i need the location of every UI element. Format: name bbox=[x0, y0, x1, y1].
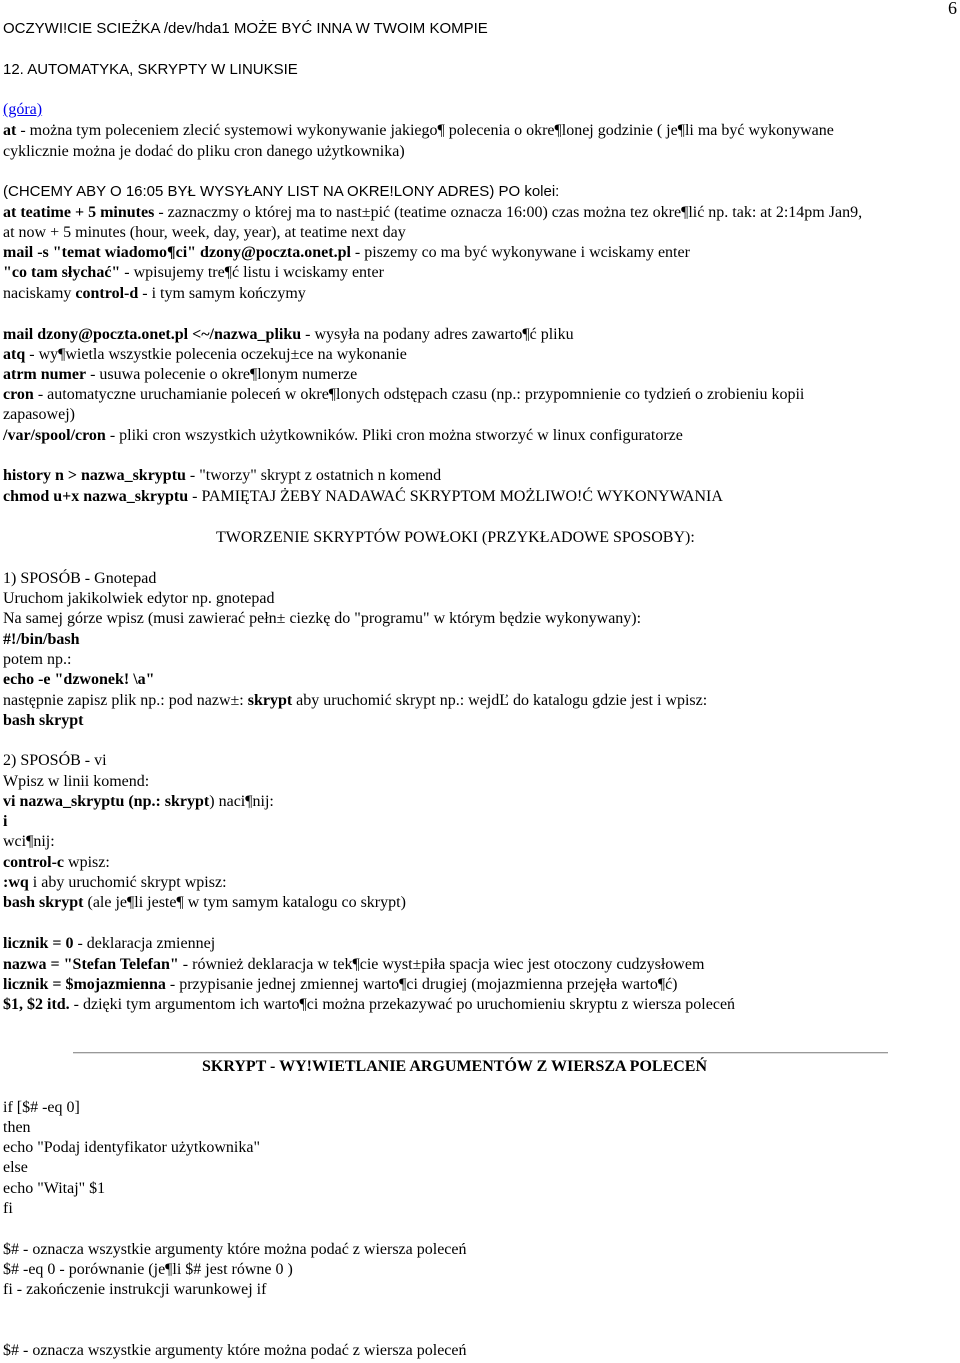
history-description: - "tworzy" skrypt z ostatnich n komend bbox=[185, 467, 442, 484]
method1-title: 1) SPOSÓB - Gnotepad bbox=[3, 570, 157, 587]
method1-save-line bbox=[3, 691, 707, 711]
at-description: - można tym poleceniem zlecić systemowi wykonywanie jakiego¶ polecenia o okre¶lonej godzinie ( je¶li ma być wykonywane bbox=[16, 122, 834, 139]
ctrlc-suffix: wpisz: bbox=[64, 854, 110, 871]
mail-subject-description: - piszemy co ma być wykonywane i wciskamy enter bbox=[350, 244, 690, 261]
wq-suffix: i aby uruchomić skrypt wpisz: bbox=[28, 874, 227, 891]
var-line-4 bbox=[3, 995, 735, 1015]
note-line: fi - zakończenie instrukcji warunkowej if bbox=[3, 1281, 267, 1298]
method1-bash: bash skrypt bbox=[3, 712, 84, 729]
code-line: else bbox=[3, 1159, 28, 1176]
note-line: $# -eq 0 - porównanie (je¶li $# jest równe 0 ) bbox=[3, 1261, 293, 1278]
mail-file-description: - wysyła na podany adres zawarto¶ć pliku bbox=[301, 326, 574, 343]
method2-i: i bbox=[3, 813, 8, 830]
cron-description: - automatyczne uruchamianie poleceń w okre¶lonych odstępach czasu (np.: przypomnienie co tydzień o zrobieniu kopii bbox=[33, 386, 805, 403]
at-intro-line2: cyklicznie można je dodać do pliku cron danego użytkownika) bbox=[3, 143, 405, 160]
scripts-heading: TWORZENIE SKRYPTÓW POWŁOKI (PRZYKŁADOWE SPOSOBY): bbox=[216, 529, 695, 546]
method1-shebang: #!/bin/bash bbox=[3, 631, 80, 648]
vi-command: vi nazwa_skryptu (np.: skrypt bbox=[3, 793, 210, 810]
method1-echo: echo -e "dzwonek! \a" bbox=[3, 671, 155, 688]
run-command: bash skrypt bbox=[3, 894, 84, 911]
spool-path: /var/spool/cron bbox=[3, 427, 106, 444]
wq-command: :wq bbox=[3, 874, 29, 891]
history-line bbox=[3, 466, 441, 486]
at-intro-line1 bbox=[3, 121, 834, 141]
save-filename: skrypt bbox=[247, 692, 293, 709]
atrm-line bbox=[3, 365, 357, 385]
script-heading: SKRYPT - WY!WIETLANIE ARGUMENTÓW Z WIERSZA POLECEŃ bbox=[202, 1058, 708, 1075]
var4-code: $1, $2 itd. bbox=[3, 996, 70, 1013]
var4-description: - dzięki tym argumentom ich warto¶ci można przekazywać po uruchomieniu skryptu z wiersza poleceń bbox=[69, 996, 736, 1013]
chmod-command: chmod u+x nazwa_skryptu bbox=[3, 488, 189, 505]
method2-run-line bbox=[3, 893, 406, 913]
run-suffix: (ale je¶li jeste¶ w tym samym katalogu co skrypt) bbox=[83, 894, 406, 911]
control-d-suffix: - i tym samym kończymy bbox=[138, 285, 306, 302]
method1-then: potem np.: bbox=[3, 651, 72, 668]
atrm-description: - usuwa polecenie o okre¶lonym numerze bbox=[86, 366, 358, 383]
var3-description: - przypisanie jednej zmiennej warto¶ci drugiej (mojazmienna przejęła warto¶ć) bbox=[165, 976, 678, 993]
method2-ctrlc-line bbox=[3, 853, 110, 873]
co-tam-text: "co tam słychać" bbox=[3, 264, 121, 281]
spool-description: - pliki cron wszystkich użytkowników. Pliki cron można stworzyć w linux configuratorze bbox=[105, 427, 683, 444]
mail-subject-command: mail -s "temat wiadomo¶ci" dzony@poczta.onet.pl bbox=[3, 244, 351, 261]
header-note: OCZYWI!CIE SCIEŻKA /dev/hda1 MOŻE BYĆ INNA W TWOIM KOMPIE bbox=[3, 20, 488, 37]
method2-line1: Wpisz w linii komend: bbox=[3, 773, 150, 790]
spool-line bbox=[3, 426, 683, 446]
method2-wq-line bbox=[3, 873, 227, 893]
method2-press: wci¶nij: bbox=[3, 833, 55, 850]
chmod-description: - PAMIĘTAJ ŻEBY NADAWAĆ SKRYPTOM MOŻLIWO!Ć WYKONYWANIA bbox=[188, 488, 723, 505]
mail-subject-line bbox=[3, 243, 690, 263]
code-line: echo "Witaj" $1 bbox=[3, 1180, 106, 1197]
co-tam-line bbox=[3, 263, 384, 283]
section-title: 12. AUTOMATYKA, SKRYPTY W LINUKSIE bbox=[3, 61, 298, 78]
var-line-3 bbox=[3, 975, 678, 995]
history-command: history n > nazwa_skryptu bbox=[3, 467, 186, 484]
atq-line bbox=[3, 345, 407, 365]
control-d-key: control-d bbox=[75, 285, 139, 302]
code-line: if [$# -eq 0] bbox=[3, 1099, 80, 1116]
teatime-command: at teatime + 5 minutes bbox=[3, 204, 155, 221]
footer-note: $# - oznacza wszystkie argumenty które można podać z wiersza poleceń bbox=[3, 1342, 467, 1359]
code-line: fi bbox=[3, 1200, 13, 1217]
var1-code: licznik = 0 bbox=[3, 935, 74, 952]
code-line: then bbox=[3, 1119, 31, 1136]
var-line-1 bbox=[3, 934, 215, 954]
section-divider bbox=[73, 1052, 888, 1054]
co-tam-description: - wpisujemy tre¶ć listu i wciskamy enter bbox=[120, 264, 384, 281]
save-suffix: aby uruchomić skrypt np.: wejdĽ do katalogu gdzie jest i wpisz: bbox=[292, 692, 708, 709]
var2-description: - również deklaracja w tek¶cie wyst±piła spacja wiec jest otoczony cudzysłowem bbox=[178, 956, 705, 973]
control-d-prefix: naciskamy bbox=[3, 285, 76, 302]
teatime-description: - zaznaczmy o której ma to nast±pić (teatime oznacza 16:00) czas można tez okre¶lić np. tak: at 2:14pm Jan9, bbox=[154, 204, 863, 221]
cron-command: cron bbox=[3, 386, 34, 403]
ctrlc-key: control-c bbox=[3, 854, 65, 871]
control-d-line bbox=[3, 284, 306, 304]
method1-line2: Na samej górze wpisz (musi zawierać pełn± ciezkę do "programu" w którym będzie wykonywany): bbox=[3, 610, 642, 627]
save-prefix: następnie zapisz plik np.: pod nazw±: bbox=[3, 692, 248, 709]
cron-line bbox=[3, 385, 804, 405]
mail-file-command: mail dzony@poczta.onet.pl <~/nazwa_pliku bbox=[3, 326, 302, 343]
cron-line2: zapasowej) bbox=[3, 406, 75, 423]
example-caption: (CHCEMY ABY O 16:05 BYŁ WYSYŁANY LIST NA OKRE!LONY ADRES) PO kolei: bbox=[3, 183, 560, 200]
atq-command: atq bbox=[3, 346, 26, 363]
var2-code: nazwa = "Stefan Telefan" bbox=[3, 956, 179, 973]
method2-title: 2) SPOSÓB - vi bbox=[3, 752, 107, 769]
teatime-line bbox=[3, 203, 862, 223]
chmod-line bbox=[3, 487, 723, 507]
note-line: $# - oznacza wszystkie argumenty które można podać z wiersza poleceń bbox=[3, 1241, 467, 1258]
page-number: 6 bbox=[948, 0, 957, 18]
var1-description: - deklaracja zmiennej bbox=[73, 935, 216, 952]
vi-press: ) naci¶nij: bbox=[209, 793, 274, 810]
method1-line1: Uruchom jakikolwiek edytor np. gnotepad bbox=[3, 590, 275, 607]
mail-file-line bbox=[3, 325, 574, 345]
top-link[interactable]: (góra) bbox=[3, 101, 43, 118]
method2-vi-line bbox=[3, 792, 274, 812]
atq-description: - wy¶wietla wszystkie polecenia oczekuj±ce na wykonanie bbox=[25, 346, 407, 363]
var3-code: licznik = $mojazmienna bbox=[3, 976, 166, 993]
atrm-command: atrm numer bbox=[3, 366, 87, 383]
at-command: at bbox=[3, 122, 17, 139]
at-now-line: at now + 5 minutes (hour, week, day, year), at teatime next day bbox=[3, 224, 406, 241]
code-line: echo "Podaj identyfikator użytkownika" bbox=[3, 1139, 260, 1156]
var-line-2 bbox=[3, 955, 704, 975]
